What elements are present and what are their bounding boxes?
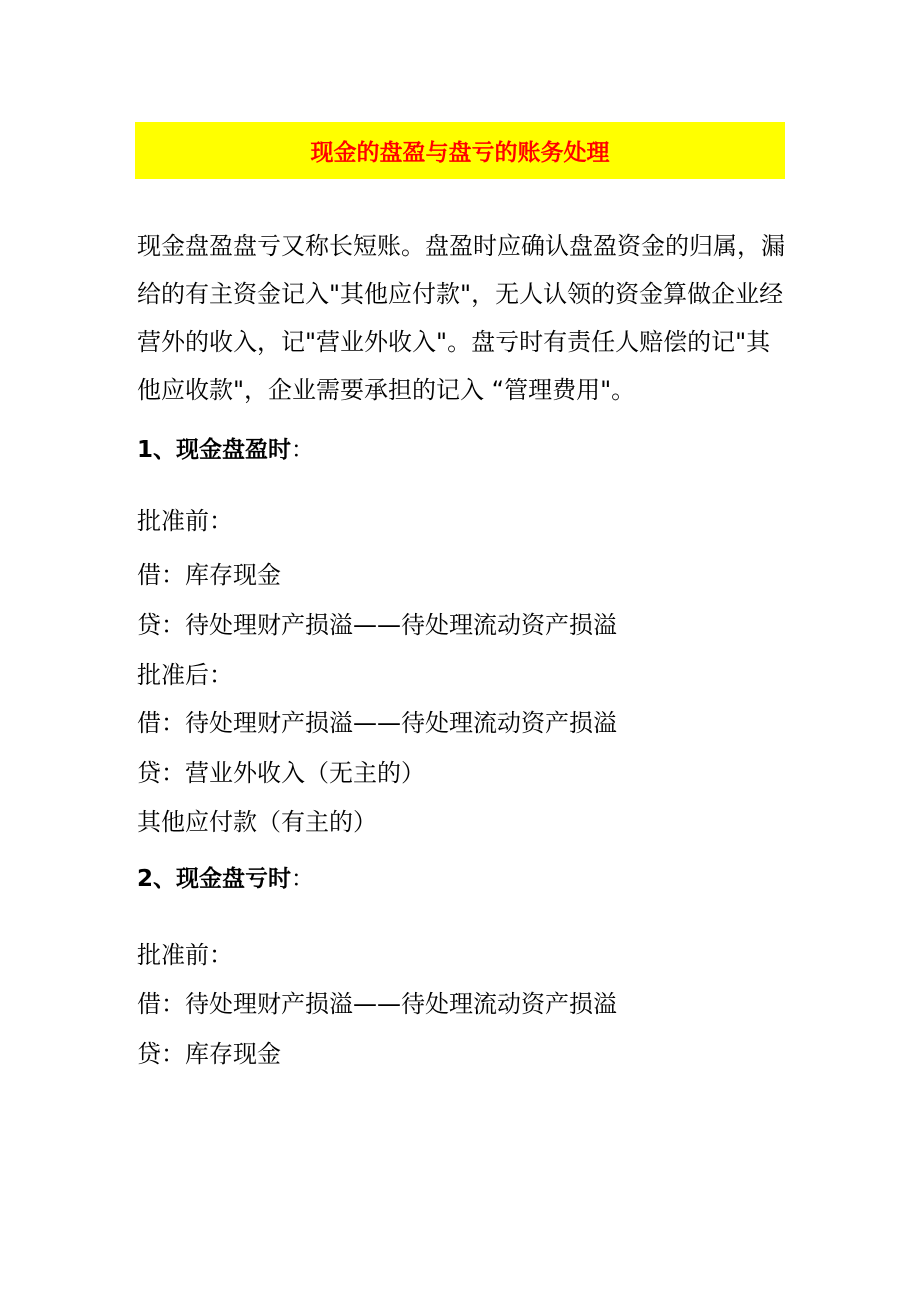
entry-line: 贷：库存现金 — [137, 1040, 281, 1068]
entry-line: 批准前： — [137, 941, 233, 969]
section-heading-text: 2、现金盘亏时 — [137, 866, 292, 892]
title-banner — [135, 122, 785, 179]
entry-line: 批准前： — [137, 507, 233, 535]
entry-line: 贷：待处理财产损溢——待处理流动资产损溢 — [137, 611, 617, 639]
section-heading-colon: ： — [291, 437, 315, 463]
entry-line: 贷：营业外收入（无主的） — [137, 759, 425, 787]
entry-line: 借：待处理财产损溢——待处理流动资产损溢 — [137, 709, 617, 737]
entry-line: 批准后： — [137, 661, 233, 689]
section-heading-surplus — [137, 434, 314, 466]
entry-line: 借：待处理财产损溢——待处理流动资产损溢 — [137, 990, 617, 1018]
entry-line: 借：库存现金 — [137, 561, 281, 589]
section-heading-shortage — [137, 863, 314, 895]
entry-line: 其他应付款（有主的） — [137, 808, 377, 836]
intro-paragraph: 现金盘盈盘亏又称长短账。盘盈时应确认盘盈资金的归属，漏给的有主资金记入"其他应付款"，无人认领的资金算做企业经营外的收入，记"营业外收入"。盘亏时有责任人赔偿的记"其他应收款"，企业需要承担的记入 “管理费用"。 — [137, 232, 785, 404]
section-heading-text: 1、现金盘盈时 — [137, 437, 292, 463]
section-heading-colon: ： — [291, 866, 315, 892]
page-title: 现金的盘盈与盘亏的账务处理 — [310, 140, 610, 166]
